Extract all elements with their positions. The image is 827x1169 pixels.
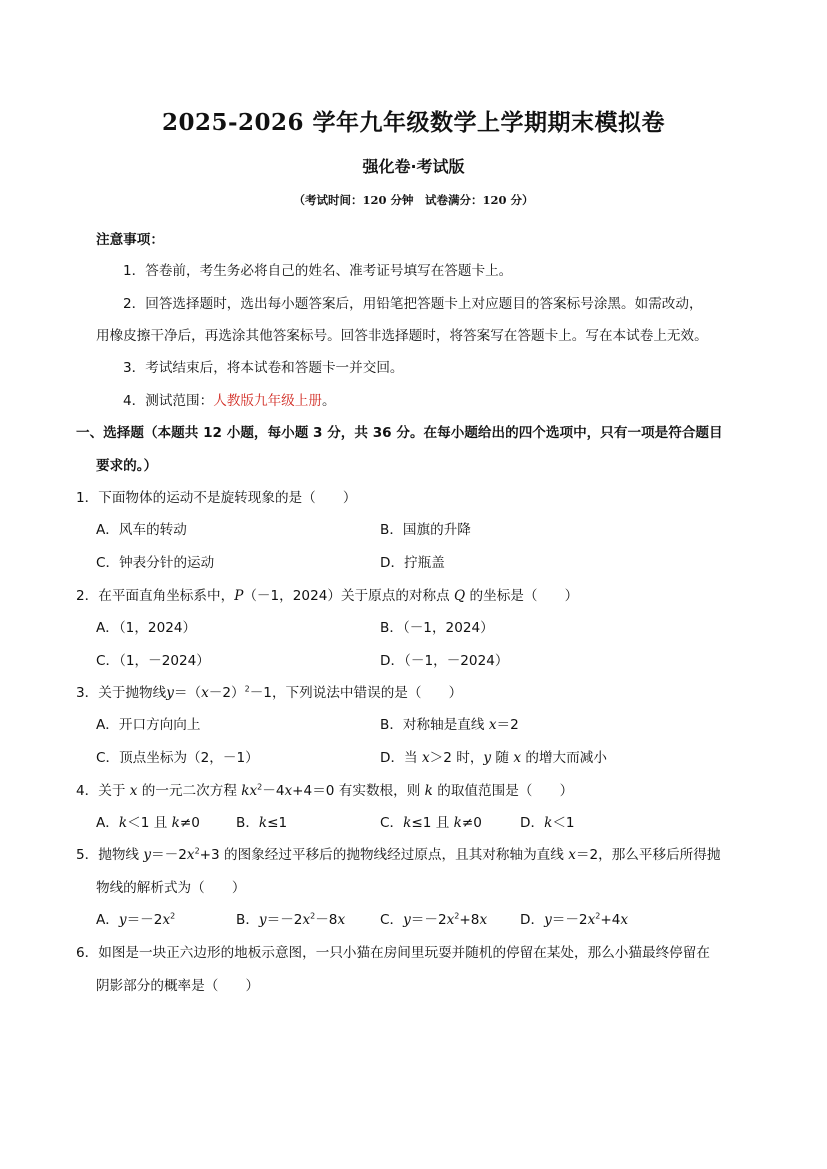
notice-item-1: 1．答卷前，考生务必将自己的姓名、准考证号填写在答题卡上。	[123, 263, 513, 279]
q2-option-a: A．（1，2024）	[96, 620, 197, 636]
q5-option-a: A．$y=-2x^2$	[96, 911, 176, 928]
notice-item-4	[123, 389, 336, 409]
section1-heading-cont: 要求的。）	[96, 458, 158, 474]
q2-option-d: D．（－1，－2024）	[380, 653, 509, 669]
q2-stem: 2．在平面直角坐标系中，P（－1，2024）关于原点的对称点 Q 的坐标是（ ）	[76, 588, 579, 604]
notice-heading: 注意事项：	[96, 232, 164, 248]
scope-value: 人教版九年级上册	[213, 393, 322, 409]
q1-option-a: A．风车的转动	[96, 522, 187, 538]
q1-option-b: B．国旗的升降	[380, 522, 471, 538]
exam-subtitle: 强化卷·考试版	[362, 157, 465, 176]
notice-item-2-cont: 用橡皮擦干净后，再选涂其他答案标号。回答非选择题时，将答案写在答题卡上。写在本试卷上无效。	[96, 328, 708, 344]
notice-item-2: 2．回答选择题时，选出每小题答案后，用铅笔把答题卡上对应题目的答案标号涂黑。如需改动，	[123, 296, 703, 312]
q3-option-c: C．顶点坐标为（2，－1）	[96, 750, 259, 766]
q2-option-c: C．（1，－2024）	[96, 653, 210, 669]
q5-stem-cont: 物线的解析式为（ ）	[96, 880, 246, 896]
q3-option-a: A．开口方向向上	[96, 717, 201, 733]
q1-option-d: D．拧瓶盖	[380, 555, 445, 571]
exam-title: 2025-2026 学年九年级数学上学期期末模拟卷	[161, 109, 666, 136]
q4-option-a: A．k＜1 且 k≠0	[96, 815, 200, 831]
q4-stem: 4．关于 x 的一元二次方程 $kx^2-4x+4=0$ 有实数根，则 k 的取值范围是（ ）	[76, 782, 574, 799]
q5-option-b: B．$y=-2x^2-8x$	[236, 911, 346, 928]
q3-option-b: B．对称轴是直线 x＝2	[380, 717, 519, 733]
q5-stem: 5．抛物线 $y=-2x^2+3$ 的图象经过平移后的抛物线经过原点，且其对称轴为直线 x＝2，那么平移后所得抛	[76, 846, 721, 863]
q6-stem-cont: 阴影部分的概率是（ ）	[96, 978, 260, 994]
q3-stem: 3．关于抛物线$y=(x-2)^2-1$，下列说法中错误的是（ ）	[76, 684, 463, 701]
q6-stem: 6．如图是一块正六边形的地板示意图，一只小猫在房间里玩耍并随机的停留在某处，那么小猫最终停留在	[76, 945, 710, 961]
q5-option-d: D．$y=-2x^2+4x$	[520, 911, 629, 928]
q4-option-d: D．k＜1	[520, 815, 575, 831]
q4-option-c: C．k≤1 且 k≠0	[380, 815, 482, 831]
q4-option-b: B．k≤1	[236, 815, 288, 831]
q2-option-b: B．（－1，2024）	[380, 620, 494, 636]
q1-option-c: C．钟表分针的运动	[96, 555, 215, 571]
section1-heading: 一、选择题（本题共 12 小题，每小题 3 分，共 36 分。在每小题给出的四个选项中，只有一项是符合题目	[76, 425, 723, 441]
q1-stem: 1．下面物体的运动不是旋转现象的是（ ）	[76, 490, 357, 506]
notice-item-3: 3．考试结束后，将本试卷和答题卡一并交回。	[123, 360, 404, 376]
q3-option-d: D．当 x＞2 时，y 随 x 的增大而减小	[380, 750, 607, 766]
scope-label: 4．测试范围：	[123, 393, 214, 409]
q5-option-c: C．$y=-2x^2+8x$	[380, 911, 488, 928]
scope-end: 。	[321, 393, 336, 409]
exam-time-info: （考试时间：120 分钟 试卷满分：120 分）	[293, 193, 534, 207]
